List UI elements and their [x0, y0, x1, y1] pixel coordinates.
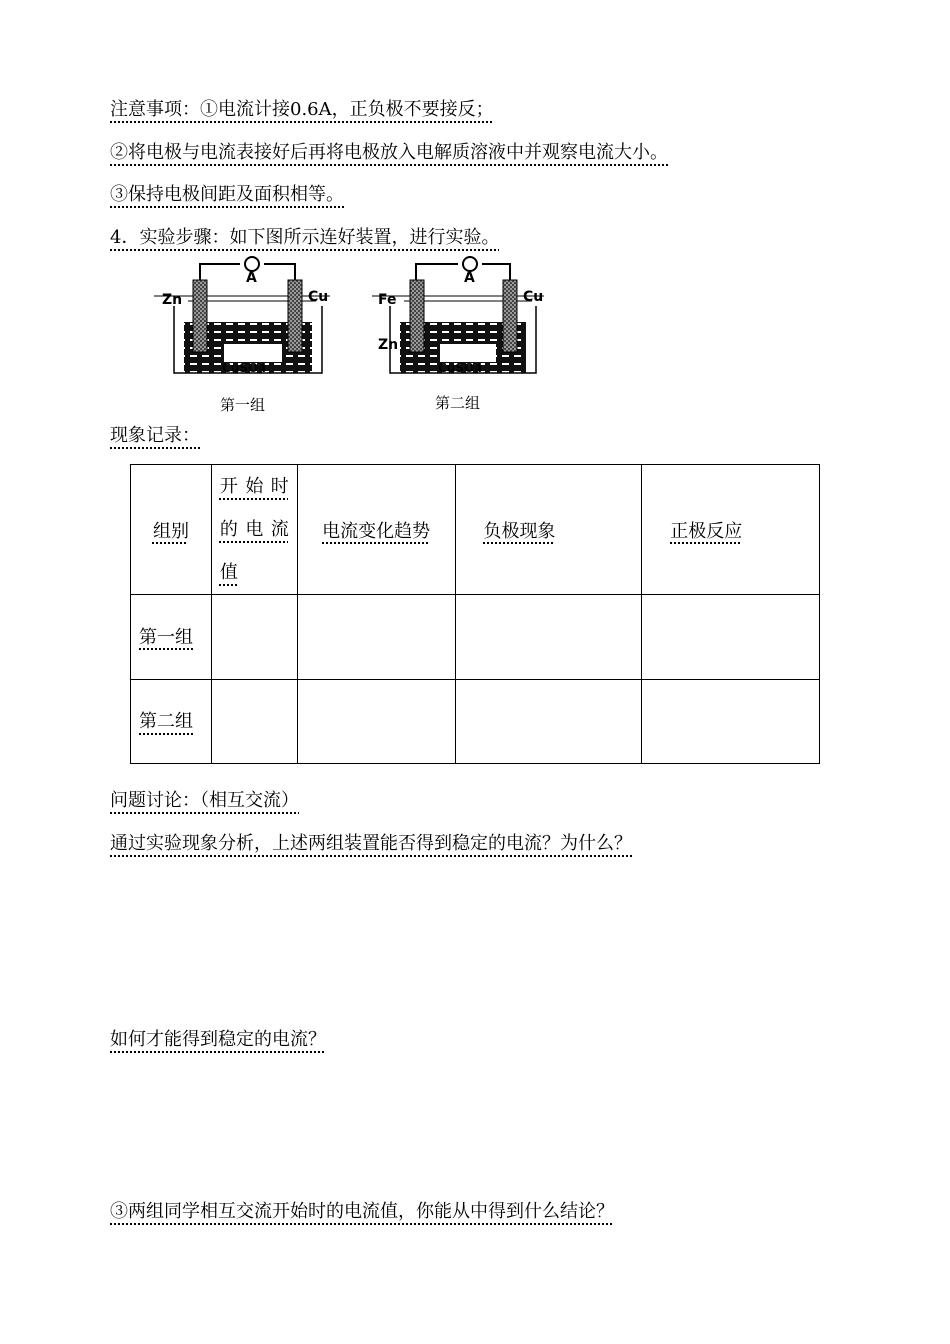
solution-label: CuSO4	[222, 361, 267, 375]
table-cell	[455, 595, 642, 680]
left-lower-label: Zn	[378, 337, 399, 353]
row-label: 第一组	[139, 626, 193, 648]
table-cell	[455, 680, 642, 764]
left-electrode	[193, 280, 207, 352]
question-3: ③两组同学相互交流开始时的电流值，你能从中得到什么结论？	[110, 1201, 614, 1222]
table-cell	[642, 595, 820, 680]
table-row	[131, 595, 820, 680]
header-current-trend: 电流变化趋势	[322, 520, 431, 542]
left-electrode-label: Zn	[162, 292, 183, 308]
right-electrode	[503, 280, 517, 352]
note-line-1: 注意事项：①电流计接0.6A，正负极不要接反；	[110, 99, 494, 120]
meter-label: A	[464, 270, 475, 286]
left-electrode-label: Fe	[378, 292, 397, 308]
header-negative-phenomenon: 负极现象	[483, 520, 556, 542]
table-cell	[297, 595, 455, 680]
group-1-caption: 第一组	[220, 396, 266, 414]
group-1-apparatus	[154, 257, 330, 414]
question-1: 通过实验现象分析，上述两组装置能否得到稳定的电流？为什么？	[110, 833, 632, 854]
ammeter-icon	[245, 257, 259, 271]
record-title: 现象记录：	[110, 425, 200, 446]
table-header-row	[131, 465, 820, 595]
left-electrode	[410, 280, 424, 352]
note-line-2: ②将电极与电流表接好后再将电极放入电解质溶液中并观察电流大小。	[110, 142, 668, 163]
meter-label: A	[246, 270, 257, 286]
header-group: 组别	[152, 520, 189, 542]
table-cell	[297, 680, 455, 764]
header-initial-current: 开始时的电流值	[219, 476, 289, 583]
right-electrode-label: Cu	[523, 289, 544, 305]
table-cell	[211, 595, 297, 680]
group-2-apparatus	[372, 257, 544, 412]
row-label: 第二组	[139, 711, 193, 732]
right-electrode-label: Cu	[308, 289, 329, 305]
question-2: 如何才能得到稳定的电流？	[110, 1029, 326, 1050]
experiment-diagram	[140, 248, 560, 423]
header-positive-reaction: 正极反应	[670, 520, 743, 542]
group-2-caption: 第二组	[435, 394, 481, 412]
right-electrode	[288, 280, 302, 352]
discussion-title: 问题讨论：（相互交流）	[110, 790, 299, 811]
table-row	[131, 680, 820, 764]
step-4-instruction: 4．实验步骤：如下图所示连好装置，进行实验。	[110, 227, 500, 248]
solution-label: CuSO4	[438, 361, 483, 375]
table-cell	[211, 680, 297, 764]
ammeter-icon	[463, 257, 477, 271]
table-cell	[642, 680, 820, 764]
observation-table	[130, 464, 820, 764]
note-line-3: ③保持电极间距及面积相等。	[110, 184, 344, 205]
